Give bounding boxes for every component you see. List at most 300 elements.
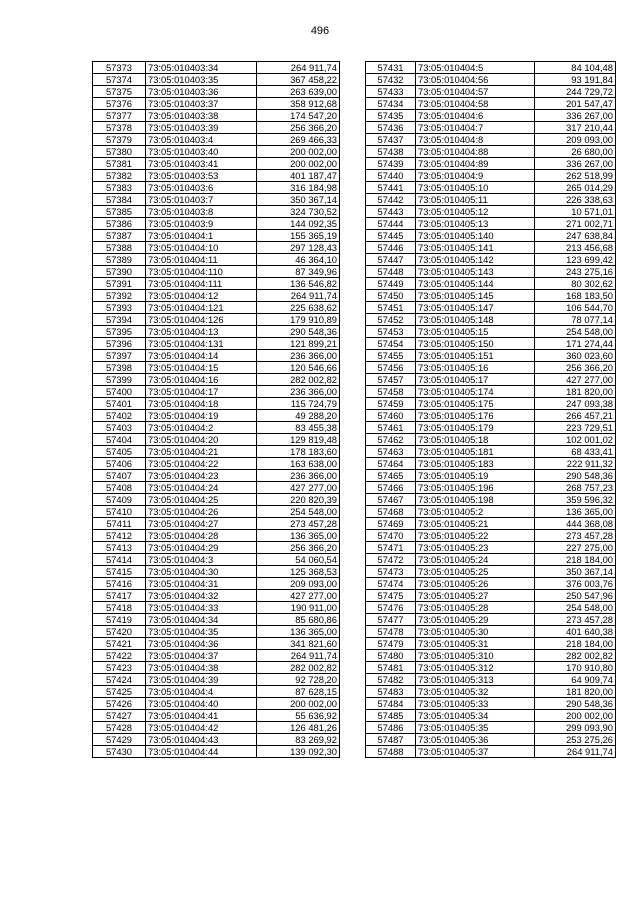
cadastral-number-cell: 73:05:010404:18	[146, 398, 257, 410]
cadastral-number-cell: 73:05:010403:41	[146, 158, 257, 170]
row-number-cell: 57438	[366, 146, 416, 158]
value-cell: 200 002,00	[257, 158, 340, 170]
table-row	[366, 458, 616, 470]
row-number-cell: 57408	[93, 482, 146, 494]
cadastral-number-cell: 73:05:010404:1	[146, 230, 257, 242]
cadastral-number-cell: 73:05:010404:13	[146, 326, 257, 338]
table-row	[366, 98, 616, 110]
row-number-cell: 57383	[93, 182, 146, 194]
cadastral-number-cell: 73:05:010404:23	[146, 470, 257, 482]
value-cell: 236 366,00	[257, 350, 340, 362]
table-row	[93, 302, 340, 314]
table-row	[93, 494, 340, 506]
cadastral-number-cell: 73:05:010403:36	[146, 86, 257, 98]
row-number-cell: 57485	[366, 710, 416, 722]
value-cell: 282 002,82	[535, 650, 616, 662]
cadastral-number-cell: 73:05:010403:4	[146, 134, 257, 146]
table-row	[366, 338, 616, 350]
cadastral-number-cell: 73:05:010405:181	[416, 446, 535, 458]
row-number-cell: 57427	[93, 710, 146, 722]
cadastral-number-cell: 73:05:010404:30	[146, 566, 257, 578]
cadastral-number-cell: 73:05:010403:35	[146, 74, 257, 86]
value-cell: 201 547,47	[535, 98, 616, 110]
cadastral-number-cell: 73:05:010404:58	[416, 98, 535, 110]
table-row	[93, 698, 340, 710]
cadastral-number-cell: 73:05:010404:111	[146, 278, 257, 290]
table-row	[366, 230, 616, 242]
row-number-cell: 57431	[366, 62, 416, 74]
table-row	[366, 158, 616, 170]
table-row	[366, 602, 616, 614]
row-number-cell: 57416	[93, 578, 146, 590]
table-row	[366, 734, 616, 746]
cadastral-number-cell: 73:05:010405:11	[416, 194, 535, 206]
table-row	[93, 386, 340, 398]
table-row	[93, 194, 340, 206]
row-number-cell: 57459	[366, 398, 416, 410]
value-cell: 78 077,14	[535, 314, 616, 326]
cadastral-number-cell: 73:05:010404:110	[146, 266, 257, 278]
table-row	[366, 86, 616, 98]
value-cell: 236 366,00	[257, 386, 340, 398]
value-cell: 256 366,20	[257, 542, 340, 554]
table-row	[93, 662, 340, 674]
row-number-cell: 57382	[93, 170, 146, 182]
cadastral-number-cell: 73:05:010405:176	[416, 410, 535, 422]
value-cell: 244 729,72	[535, 86, 616, 98]
value-cell: 254 548,00	[535, 326, 616, 338]
table-row	[366, 626, 616, 638]
cadastral-number-cell: 73:05:010405:32	[416, 686, 535, 698]
row-number-cell: 57424	[93, 674, 146, 686]
value-cell: 209 093,00	[257, 578, 340, 590]
value-cell: 427 277,00	[535, 374, 616, 386]
table-row	[366, 194, 616, 206]
row-number-cell: 57480	[366, 650, 416, 662]
value-cell: 336 267,00	[535, 110, 616, 122]
value-cell: 256 366,20	[535, 362, 616, 374]
row-number-cell: 57389	[93, 254, 146, 266]
cadastral-number-cell: 73:05:010405:10	[416, 182, 535, 194]
cadastral-number-cell: 73:05:010404:31	[146, 578, 257, 590]
value-cell: 269 466,33	[257, 134, 340, 146]
value-cell: 200 002,00	[257, 698, 340, 710]
table-row	[366, 566, 616, 578]
row-number-cell: 57479	[366, 638, 416, 650]
value-cell: 218 184,00	[535, 554, 616, 566]
value-cell: 123 699,42	[535, 254, 616, 266]
row-number-cell: 57379	[93, 134, 146, 146]
cadastral-number-cell: 73:05:010403:8	[146, 206, 257, 218]
value-cell: 200 002,00	[257, 146, 340, 158]
left-table-body	[93, 62, 340, 758]
value-cell: 168 183,50	[535, 290, 616, 302]
value-cell: 83 455,38	[257, 422, 340, 434]
cadastral-number-cell: 73:05:010405:13	[416, 218, 535, 230]
row-number-cell: 57405	[93, 446, 146, 458]
value-cell: 106 544,70	[535, 302, 616, 314]
cadastral-number-cell: 73:05:010404:36	[146, 638, 257, 650]
table-row	[366, 662, 616, 674]
cadastral-number-cell: 73:05:010405:145	[416, 290, 535, 302]
value-cell: 163 638,00	[257, 458, 340, 470]
table-row	[93, 122, 340, 134]
row-number-cell: 57374	[93, 74, 146, 86]
row-number-cell: 57398	[93, 362, 146, 374]
page-number: 496	[310, 25, 330, 37]
value-cell: 268 757,23	[535, 482, 616, 494]
row-number-cell: 57413	[93, 542, 146, 554]
row-number-cell: 57478	[366, 626, 416, 638]
row-number-cell: 57406	[93, 458, 146, 470]
table-row	[366, 482, 616, 494]
table-row	[93, 266, 340, 278]
cadastral-number-cell: 73:05:010405:150	[416, 338, 535, 350]
table-row	[366, 746, 616, 758]
row-number-cell: 57403	[93, 422, 146, 434]
row-number-cell: 57402	[93, 410, 146, 422]
table-row	[93, 614, 340, 626]
value-cell: 350 367,14	[257, 194, 340, 206]
table-row	[93, 746, 340, 758]
table-row	[366, 434, 616, 446]
cadastral-number-cell: 73:05:010403:37	[146, 98, 257, 110]
value-cell: 125 368,53	[257, 566, 340, 578]
cadastral-number-cell: 73:05:010404:27	[146, 518, 257, 530]
cadastral-number-cell: 73:05:010405:26	[416, 578, 535, 590]
row-number-cell: 57432	[366, 74, 416, 86]
table-row	[93, 578, 340, 590]
value-cell: 427 277,00	[257, 590, 340, 602]
cadastral-number-cell: 73:05:010404:56	[416, 74, 535, 86]
value-cell: 46 364,10	[257, 254, 340, 266]
value-cell: 227 275,00	[535, 542, 616, 554]
cadastral-number-cell: 73:05:010405:21	[416, 518, 535, 530]
row-number-cell: 57388	[93, 242, 146, 254]
row-number-cell: 57378	[93, 122, 146, 134]
cadastral-number-cell: 73:05:010404:131	[146, 338, 257, 350]
value-cell: 262 518,99	[535, 170, 616, 182]
row-number-cell: 57414	[93, 554, 146, 566]
cadastral-number-cell: 73:05:010405:313	[416, 674, 535, 686]
row-number-cell: 57457	[366, 374, 416, 386]
table-row	[366, 530, 616, 542]
table-row	[366, 614, 616, 626]
row-number-cell: 57393	[93, 302, 146, 314]
row-number-cell: 57443	[366, 206, 416, 218]
table-row	[93, 518, 340, 530]
cadastral-number-cell: 73:05:010405:29	[416, 614, 535, 626]
cadastral-number-cell: 73:05:010405:27	[416, 590, 535, 602]
value-cell: 427 277,00	[257, 482, 340, 494]
table-row	[93, 650, 340, 662]
value-cell: 290 548,36	[535, 470, 616, 482]
row-number-cell: 57376	[93, 98, 146, 110]
cadastral-number-cell: 73:05:010404:9	[416, 170, 535, 182]
cadastral-number-cell: 73:05:010404:42	[146, 722, 257, 734]
table-row	[366, 266, 616, 278]
value-cell: 273 457,28	[257, 518, 340, 530]
cadastral-number-cell: 73:05:010404:24	[146, 482, 257, 494]
cadastral-number-cell: 73:05:010405:312	[416, 662, 535, 674]
cadastral-number-cell: 73:05:010405:16	[416, 362, 535, 374]
row-number-cell: 57411	[93, 518, 146, 530]
cadastral-number-cell: 73:05:010404:5	[416, 62, 535, 74]
value-cell: 85 680,86	[257, 614, 340, 626]
row-number-cell: 57385	[93, 206, 146, 218]
row-number-cell: 57407	[93, 470, 146, 482]
table-row	[93, 626, 340, 638]
table-row	[366, 290, 616, 302]
row-number-cell: 57387	[93, 230, 146, 242]
cadastral-number-cell: 73:05:010404:37	[146, 650, 257, 662]
row-number-cell: 57454	[366, 338, 416, 350]
value-cell: 316 184,98	[257, 182, 340, 194]
row-number-cell: 57468	[366, 506, 416, 518]
table-row	[93, 134, 340, 146]
value-cell: 209 093,00	[535, 134, 616, 146]
row-number-cell: 57440	[366, 170, 416, 182]
value-cell: 243 275,16	[535, 266, 616, 278]
table-row	[366, 674, 616, 686]
value-cell: 223 729,51	[535, 422, 616, 434]
row-number-cell: 57428	[93, 722, 146, 734]
cadastral-number-cell: 73:05:010404:57	[416, 86, 535, 98]
value-cell: 247 638,84	[535, 230, 616, 242]
value-cell: 170 910,80	[535, 662, 616, 674]
row-number-cell: 57450	[366, 290, 416, 302]
table-row	[93, 218, 340, 230]
value-cell: 317 210,44	[535, 122, 616, 134]
table-row	[366, 410, 616, 422]
row-number-cell: 57463	[366, 446, 416, 458]
row-number-cell: 57437	[366, 134, 416, 146]
row-number-cell: 57392	[93, 290, 146, 302]
table-row	[93, 350, 340, 362]
table-row	[93, 98, 340, 110]
cadastral-number-cell: 73:05:010405:183	[416, 458, 535, 470]
value-cell: 136 365,00	[535, 506, 616, 518]
row-number-cell: 57435	[366, 110, 416, 122]
row-number-cell: 57439	[366, 158, 416, 170]
row-number-cell: 57481	[366, 662, 416, 674]
value-cell: 299 093,90	[535, 722, 616, 734]
value-cell: 136 546,82	[257, 278, 340, 290]
cadastral-number-cell: 73:05:010405:12	[416, 206, 535, 218]
value-cell: 26 680,00	[535, 146, 616, 158]
table-row	[93, 422, 340, 434]
row-number-cell: 57446	[366, 242, 416, 254]
cadastral-number-cell: 73:05:010404:88	[416, 146, 535, 158]
cadastral-number-cell: 73:05:010404:126	[146, 314, 257, 326]
row-number-cell: 57473	[366, 566, 416, 578]
value-cell: 253 275,26	[535, 734, 616, 746]
value-cell: 290 548,36	[257, 326, 340, 338]
value-cell: 136 365,00	[257, 626, 340, 638]
value-cell: 263 639,00	[257, 86, 340, 98]
table-row	[93, 446, 340, 458]
row-number-cell: 57444	[366, 218, 416, 230]
row-number-cell: 57430	[93, 746, 146, 758]
row-number-cell: 57419	[93, 614, 146, 626]
table-row	[93, 170, 340, 182]
value-cell: 181 820,00	[535, 386, 616, 398]
cadastral-number-cell: 73:05:010404:44	[146, 746, 257, 758]
table-row	[93, 590, 340, 602]
left-register-table	[92, 61, 340, 758]
row-number-cell: 57467	[366, 494, 416, 506]
row-number-cell: 57471	[366, 542, 416, 554]
value-cell: 341 821,60	[257, 638, 340, 650]
cadastral-number-cell: 73:05:010405:142	[416, 254, 535, 266]
cadastral-number-cell: 73:05:010405:143	[416, 266, 535, 278]
cadastral-number-cell: 73:05:010405:30	[416, 626, 535, 638]
value-cell: 250 547,96	[535, 590, 616, 602]
value-cell: 273 457,28	[535, 530, 616, 542]
cadastral-number-cell: 73:05:010404:38	[146, 662, 257, 674]
cadastral-number-cell: 73:05:010404:12	[146, 290, 257, 302]
row-number-cell: 57488	[366, 746, 416, 758]
table-row	[366, 278, 616, 290]
value-cell: 87 349,96	[257, 266, 340, 278]
value-cell: 120 546,66	[257, 362, 340, 374]
value-cell: 54 060,54	[257, 554, 340, 566]
row-number-cell: 57396	[93, 338, 146, 350]
table-row	[93, 110, 340, 122]
table-row	[93, 566, 340, 578]
row-number-cell: 57401	[93, 398, 146, 410]
table-row	[93, 674, 340, 686]
row-number-cell: 57380	[93, 146, 146, 158]
row-number-cell: 57415	[93, 566, 146, 578]
value-cell: 273 457,28	[535, 614, 616, 626]
table-row	[93, 542, 340, 554]
row-number-cell: 57421	[93, 638, 146, 650]
table-row	[93, 398, 340, 410]
value-cell: 236 366,00	[257, 470, 340, 482]
table-row	[366, 554, 616, 566]
row-number-cell: 57470	[366, 530, 416, 542]
value-cell: 271 002,71	[535, 218, 616, 230]
value-cell: 115 724,79	[257, 398, 340, 410]
row-number-cell: 57420	[93, 626, 146, 638]
row-number-cell: 57412	[93, 530, 146, 542]
value-cell: 155 365,19	[257, 230, 340, 242]
row-number-cell: 57391	[93, 278, 146, 290]
value-cell: 222 911,32	[535, 458, 616, 470]
row-number-cell: 57486	[366, 722, 416, 734]
table-row	[366, 122, 616, 134]
row-number-cell: 57476	[366, 602, 416, 614]
table-row	[366, 110, 616, 122]
cadastral-number-cell: 73:05:010405:148	[416, 314, 535, 326]
value-cell: 401 187,47	[257, 170, 340, 182]
cadastral-number-cell: 73:05:010403:40	[146, 146, 257, 158]
table-row	[366, 242, 616, 254]
value-cell: 350 367,14	[535, 566, 616, 578]
cadastral-number-cell: 73:05:010404:28	[146, 530, 257, 542]
cadastral-number-cell: 73:05:010404:7	[416, 122, 535, 134]
cadastral-number-cell: 73:05:010404:89	[416, 158, 535, 170]
value-cell: 174 547,20	[257, 110, 340, 122]
row-number-cell: 57433	[366, 86, 416, 98]
table-row	[93, 242, 340, 254]
cadastral-number-cell: 73:05:010405:147	[416, 302, 535, 314]
table-row	[93, 74, 340, 86]
table-row	[93, 374, 340, 386]
value-cell: 129 819,48	[257, 434, 340, 446]
row-number-cell: 57465	[366, 470, 416, 482]
cadastral-number-cell: 73:05:010403:39	[146, 122, 257, 134]
value-cell: 264 911,74	[257, 62, 340, 74]
table-row	[366, 698, 616, 710]
value-cell: 10 571,01	[535, 206, 616, 218]
table-row	[366, 170, 616, 182]
row-number-cell: 57429	[93, 734, 146, 746]
value-cell: 190 911,00	[257, 602, 340, 614]
table-row	[366, 470, 616, 482]
cadastral-number-cell: 73:05:010403:53	[146, 170, 257, 182]
value-cell: 247 093,38	[535, 398, 616, 410]
row-number-cell: 57404	[93, 434, 146, 446]
value-cell: 55 636,92	[257, 710, 340, 722]
value-cell: 254 548,00	[257, 506, 340, 518]
table-row	[93, 434, 340, 446]
value-cell: 359 596,32	[535, 494, 616, 506]
cadastral-number-cell: 73:05:010405:140	[416, 230, 535, 242]
row-number-cell: 57483	[366, 686, 416, 698]
row-number-cell: 57482	[366, 674, 416, 686]
value-cell: 49 288,20	[257, 410, 340, 422]
table-row	[93, 362, 340, 374]
row-number-cell: 57373	[93, 62, 146, 74]
table-row	[366, 350, 616, 362]
right-register-table	[365, 61, 616, 758]
table-row	[93, 314, 340, 326]
row-number-cell: 57474	[366, 578, 416, 590]
table-row	[366, 638, 616, 650]
row-number-cell: 57377	[93, 110, 146, 122]
table-row	[93, 62, 340, 74]
cadastral-number-cell: 73:05:010404:8	[416, 134, 535, 146]
table-row	[93, 554, 340, 566]
table-row	[366, 506, 616, 518]
value-cell: 444 368,08	[535, 518, 616, 530]
value-cell: 136 365,00	[257, 530, 340, 542]
cadastral-number-cell: 73:05:010404:2	[146, 422, 257, 434]
value-cell: 139 092,30	[257, 746, 340, 758]
table-row	[366, 302, 616, 314]
cadastral-number-cell: 73:05:010405:15	[416, 326, 535, 338]
table-row	[93, 410, 340, 422]
cadastral-number-cell: 73:05:010405:175	[416, 398, 535, 410]
table-row	[366, 218, 616, 230]
table-row	[366, 494, 616, 506]
table-row	[93, 722, 340, 734]
cadastral-number-cell: 73:05:010404:26	[146, 506, 257, 518]
row-number-cell: 57475	[366, 590, 416, 602]
row-number-cell: 57447	[366, 254, 416, 266]
cadastral-number-cell: 73:05:010404:21	[146, 446, 257, 458]
table-row	[366, 146, 616, 158]
value-cell: 179 910,89	[257, 314, 340, 326]
cadastral-number-cell: 73:05:010405:28	[416, 602, 535, 614]
row-number-cell: 57375	[93, 86, 146, 98]
table-row	[366, 206, 616, 218]
row-number-cell: 57452	[366, 314, 416, 326]
row-number-cell: 57395	[93, 326, 146, 338]
cadastral-number-cell: 73:05:010405:18	[416, 434, 535, 446]
